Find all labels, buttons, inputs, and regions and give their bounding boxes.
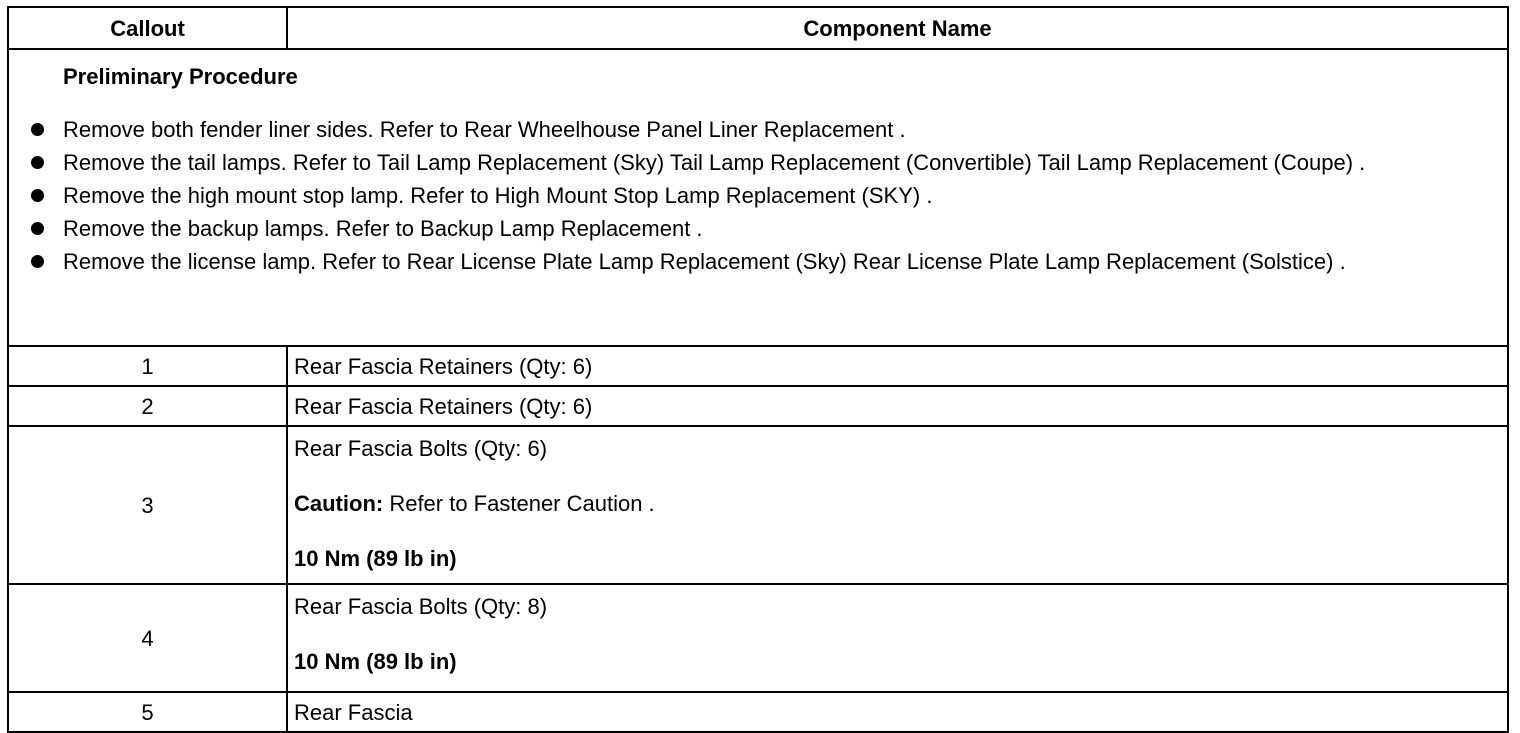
list-item-text: Remove the tail lamps. Refer to Tail Lamp Replacement (Sky) Tail Lamp Replacement (Convertible) Tail Lamp Replacement (Coupe) . (63, 150, 1366, 175)
component-name-cell (287, 584, 1508, 692)
component-name-text: Rear Fascia Bolts (Qty: 6) (294, 436, 548, 461)
component-name-text: Rear Fascia Bolts (Qty: 8) (294, 594, 548, 619)
callout-cell: 1 (8, 346, 287, 386)
callout-cell: 5 (8, 692, 287, 732)
component-name-header: Component Name (287, 7, 1508, 49)
component-name-cell (287, 426, 1508, 584)
list-item-text: Remove both fender liner sides. Refer to Rear Wheelhouse Panel Liner Replacement . (63, 117, 906, 142)
callout-cell: 3 (8, 426, 287, 584)
list-item (29, 180, 1477, 211)
table-row (8, 584, 1508, 692)
preliminary-procedure-title: Preliminary Procedure (63, 64, 298, 89)
bullet-icon (31, 222, 44, 235)
callout-cell: 4 (8, 584, 287, 692)
bullet-icon (31, 156, 44, 169)
preliminary-procedure-cell (8, 49, 1508, 346)
bullet-icon (31, 189, 44, 202)
table-row (8, 692, 1508, 732)
preliminary-procedure-row (8, 49, 1508, 346)
torque-spec: 10 Nm (89 lb in) (294, 546, 457, 571)
table-row (8, 346, 1508, 386)
preliminary-procedure-list (29, 114, 1477, 277)
component-name-cell: Rear Fascia Retainers (Qty: 6) (287, 386, 1508, 426)
list-item (29, 114, 1477, 145)
list-item-text: Remove the high mount stop lamp. Refer to High Mount Stop Lamp Replacement (SKY) . (63, 183, 933, 208)
callout-cell: 2 (8, 386, 287, 426)
list-item-text: Remove the license lamp. Refer to Rear License Plate Lamp Replacement (Sky) Rear License Plate Lamp Replacement (Solstice) . (63, 249, 1346, 274)
list-item (29, 213, 1477, 244)
caution-note (294, 488, 1507, 519)
table-row (8, 426, 1508, 584)
bullet-icon (31, 255, 44, 268)
caution-label: Caution: (294, 491, 384, 516)
components-table (7, 6, 1509, 733)
bullet-icon (31, 123, 44, 136)
table-row (8, 386, 1508, 426)
component-name-cell: Rear Fascia Retainers (Qty: 6) (287, 346, 1508, 386)
callout-header: Callout (8, 7, 287, 49)
list-item (29, 147, 1477, 178)
caution-text: Refer to Fastener Caution . (383, 491, 655, 516)
torque-spec: 10 Nm (89 lb in) (294, 649, 457, 674)
component-name-cell: Rear Fascia (287, 692, 1508, 732)
list-item (29, 246, 1477, 277)
list-item-text: Remove the backup lamps. Refer to Backup Lamp Replacement . (63, 216, 703, 241)
header-row (8, 7, 1508, 49)
